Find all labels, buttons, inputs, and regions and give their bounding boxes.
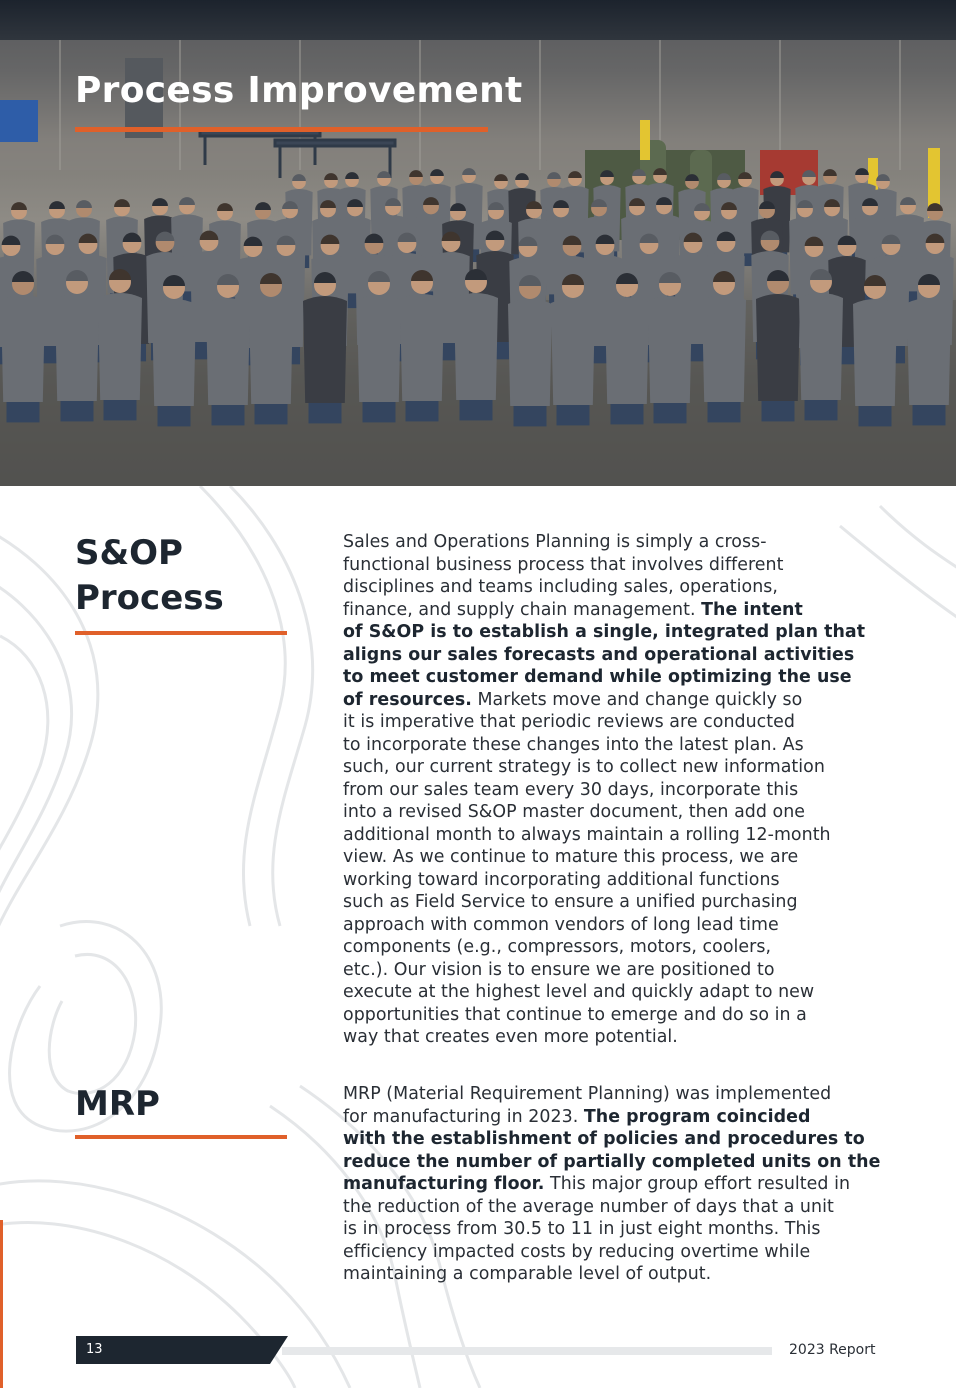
paragraph-line — [343, 1173, 903, 1196]
text-run: etc.). Our vision is to ensure we are positioned to — [343, 959, 775, 980]
text-run: view. As we continue to mature this process, we are — [343, 847, 799, 867]
text-run: working toward incorporating additional functions — [343, 869, 780, 890]
text-run: for manufacturing in 2023. — [343, 1106, 584, 1127]
bold-text-run: aligns our sales forecasts and operational activities — [343, 644, 855, 665]
person-silhouette — [551, 298, 595, 405]
mrp-heading-underline — [75, 1135, 287, 1139]
text-run: way that creates even more potential. — [343, 1027, 678, 1047]
text-run: execute at the highest level and quickly adapt to new — [343, 982, 815, 1002]
paragraph-line — [343, 981, 903, 1004]
person-silhouette — [409, 170, 423, 177]
paragraph-line — [343, 756, 903, 779]
person-silhouette — [179, 197, 195, 205]
person-silhouette — [547, 172, 561, 179]
hero-photo — [0, 0, 956, 486]
paragraph-line — [343, 554, 903, 577]
paragraph-line — [343, 869, 903, 892]
person-silhouette — [345, 172, 359, 179]
person-silhouette — [508, 299, 552, 406]
text-run: This major group effort resulted in — [544, 1174, 851, 1194]
heading-line: MRP — [75, 1084, 160, 1124]
person-silhouette — [853, 299, 897, 406]
paragraph-line — [343, 621, 903, 644]
mrp-section-heading — [75, 1082, 160, 1127]
text-run: such, our current strategy is to collect new information — [343, 757, 825, 777]
person-silhouette — [605, 297, 649, 404]
paragraph-line — [343, 1151, 903, 1174]
mrp-paragraph — [343, 1083, 903, 1286]
bold-text-run: reduce the number of partially completed units on the — [343, 1151, 881, 1172]
person-silhouette — [400, 294, 444, 401]
text-run: efficiency impacted costs by reducing overtime while — [343, 1241, 811, 1262]
person-silhouette — [357, 295, 401, 402]
sop-paragraph — [343, 531, 903, 1049]
person-silhouette — [11, 202, 27, 210]
person-silhouette — [206, 298, 250, 405]
paragraph-line — [343, 801, 903, 824]
paragraph-line — [343, 644, 903, 667]
bold-text-run: to meet customer demand while optimizing the use — [343, 667, 852, 687]
person-silhouette — [152, 198, 168, 206]
paragraph-line — [343, 599, 903, 622]
person-silhouette — [568, 171, 582, 178]
person-silhouette — [876, 174, 890, 181]
paragraph-line — [343, 914, 903, 937]
paragraph-line — [343, 824, 903, 847]
person-silhouette — [430, 169, 444, 176]
person-silhouette — [454, 293, 498, 400]
person-silhouette — [515, 173, 529, 180]
left-edge-accent — [0, 1220, 3, 1388]
page-number: 13 — [86, 1342, 103, 1357]
person-silhouette — [907, 298, 951, 405]
paragraph-line — [343, 1106, 903, 1129]
paragraph-line — [343, 1128, 903, 1151]
person-silhouette — [152, 299, 196, 406]
text-run: functional business process that involves different — [343, 554, 784, 575]
bold-text-run: The program coincided — [583, 1106, 811, 1127]
sop-heading-underline — [75, 631, 287, 635]
paragraph-line — [343, 1218, 903, 1241]
text-run: approach with common vendors of long lead time — [343, 914, 779, 935]
paragraph-line — [343, 891, 903, 914]
paragraph-line — [343, 1263, 903, 1286]
text-run: into a revised S&OP master document, then add one — [343, 802, 806, 822]
text-run: Sales and Operations Planning is simply a cross- — [343, 532, 767, 552]
person-silhouette — [324, 173, 338, 180]
person-silhouette — [799, 293, 843, 400]
text-run: it is imperative that periodic reviews are conducted — [343, 712, 796, 732]
person-silhouette — [217, 203, 233, 211]
person-silhouette — [900, 197, 916, 205]
bold-text-run: The intent — [701, 599, 803, 620]
paragraph-line — [343, 1083, 903, 1106]
text-run: Markets move and change quickly so — [471, 689, 803, 710]
paragraph-line — [343, 1241, 903, 1264]
heading-line: Process — [75, 578, 224, 618]
person-silhouette — [648, 296, 692, 403]
paragraph-line — [343, 959, 903, 982]
report-label: 2023 Report — [789, 1342, 876, 1358]
text-run: such as Field Service to ensure a unified purchasing — [343, 892, 798, 912]
text-run: the reduction of the average number of days that a unit — [343, 1196, 834, 1217]
bold-text-run: manufacturing floor. — [343, 1174, 545, 1194]
text-run: additional month to always maintain a rolling 12-month — [343, 824, 831, 845]
person-silhouette — [494, 174, 508, 181]
text-run: components (e.g., compressors, motors, coolers, — [343, 937, 772, 957]
heading-line: S&OP — [75, 533, 183, 573]
paragraph-line — [343, 711, 903, 734]
text-run: MRP (Material Requirement Planning) was implemented — [343, 1084, 832, 1104]
person-silhouette — [249, 297, 293, 404]
paragraph-line — [343, 576, 903, 599]
paragraph-line — [343, 779, 903, 802]
paragraph-line — [343, 1026, 903, 1049]
footer-divider — [282, 1347, 772, 1355]
text-run: opportunities that continue to emerge and do so in a — [343, 1004, 807, 1025]
text-run: disciplines and teams including sales, operations, — [343, 577, 778, 597]
person-silhouette — [49, 201, 65, 209]
paragraph-line — [343, 531, 903, 554]
person-silhouette — [702, 295, 746, 402]
person-silhouette — [1, 295, 45, 402]
sop-section-heading — [75, 531, 224, 621]
paragraph-line — [343, 1004, 903, 1027]
text-run: maintaining a comparable level of output. — [343, 1264, 712, 1284]
text-run: to incorporate these changes into the latest plan. As — [343, 734, 804, 755]
person-silhouette — [303, 296, 347, 403]
paragraph-line — [343, 734, 903, 757]
bold-text-run: of resources. — [343, 689, 472, 710]
person-silhouette — [756, 294, 800, 401]
paragraph-line — [343, 689, 903, 712]
text-run: from our sales team every 30 days, incorporate this — [343, 779, 799, 800]
text-run: is in process from 30.5 to 11 in just eight months. This — [343, 1219, 821, 1239]
person-silhouette — [98, 293, 142, 400]
paragraph-line — [343, 936, 903, 959]
paragraph-line — [343, 666, 903, 689]
person-silhouette — [292, 174, 306, 181]
person-silhouette — [823, 169, 837, 176]
person-silhouette — [114, 199, 130, 207]
title-underline — [75, 127, 488, 132]
bold-text-run: of S&OP is to establish a single, integrated plan that — [343, 622, 866, 642]
paragraph-line — [343, 1196, 903, 1219]
person-silhouette — [55, 294, 99, 401]
person-silhouette — [255, 202, 271, 210]
page-number-tab — [76, 1336, 288, 1364]
page-title: Process Improvement — [75, 70, 523, 111]
person-silhouette — [76, 200, 92, 208]
paragraph-line — [343, 846, 903, 869]
bold-text-run: with the establishment of policies and procedures to — [343, 1129, 865, 1149]
text-run: finance, and supply chain management. — [343, 599, 702, 620]
